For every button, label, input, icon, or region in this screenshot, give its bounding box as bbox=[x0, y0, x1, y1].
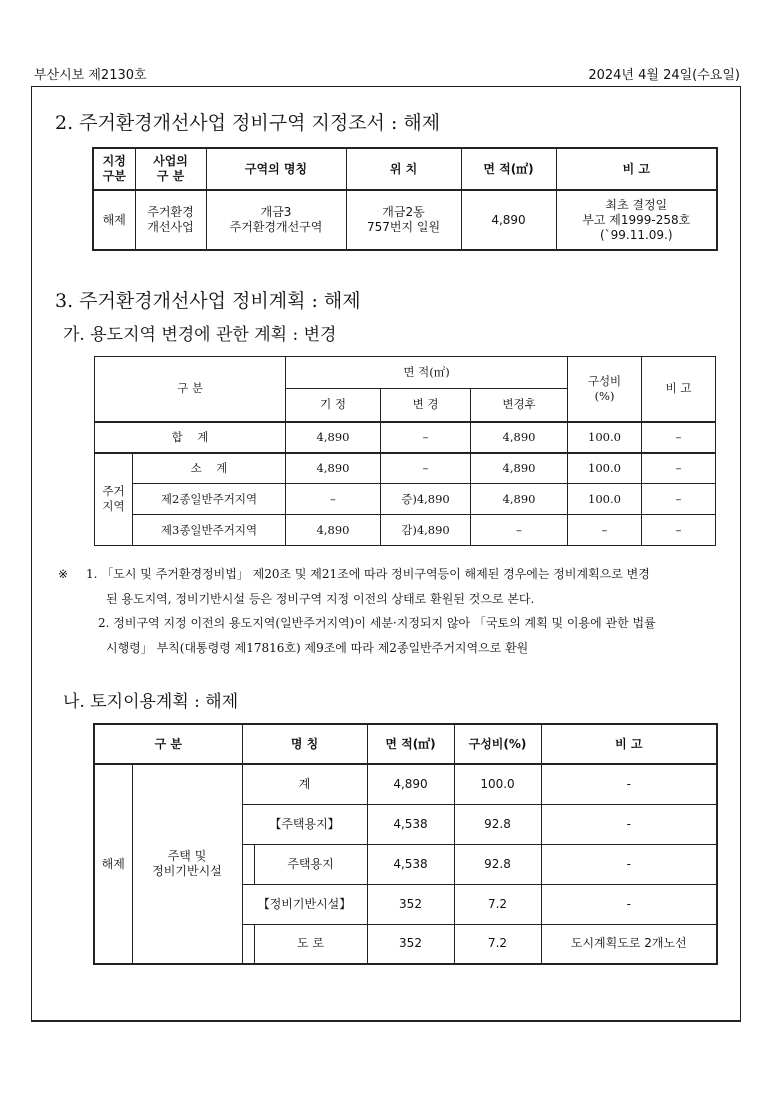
cell-remarks: – bbox=[642, 484, 716, 515]
section2-title: 2. 주거환경개선사업 정비구역 지정조서 : 해제 bbox=[55, 112, 441, 134]
header-name: 명 칭 bbox=[242, 724, 367, 764]
row-name: 도 로 bbox=[254, 924, 367, 964]
cell-change: 감)4,890 bbox=[381, 515, 471, 546]
header-existing: 기 정 bbox=[286, 389, 381, 422]
header-location: 위 치 bbox=[346, 148, 461, 190]
header-ratio: 구성비(%) bbox=[454, 724, 541, 764]
cell-ratio: 92.8 bbox=[454, 804, 541, 844]
row-label: 소 계 bbox=[133, 453, 286, 484]
row-name: 주택용지 bbox=[254, 844, 367, 884]
header-remarks: 비 고 bbox=[556, 148, 717, 190]
total-remarks: – bbox=[642, 422, 716, 453]
cell-remarks: – bbox=[642, 515, 716, 546]
cell-ratio: 92.8 bbox=[454, 844, 541, 884]
cell-ratio: – bbox=[568, 515, 642, 546]
cell-remarks: 최초 결정일 부고 제1999-258호 (`99.11.09.) bbox=[556, 190, 717, 250]
cell-after: 4,890 bbox=[471, 453, 568, 484]
header-change: 변 경 bbox=[381, 389, 471, 422]
category-label: 주택 및 정비기반시설 bbox=[132, 764, 242, 964]
cell-after: 4,890 bbox=[471, 484, 568, 515]
header-project-type bbox=[135, 148, 206, 190]
land-use-table bbox=[93, 723, 718, 965]
row-label: 제2종일반주거지역 bbox=[133, 484, 286, 515]
cell-area: 352 bbox=[367, 924, 454, 964]
cell-zone-name: 개금3 주거환경개선구역 bbox=[206, 190, 346, 250]
header-area: 면 적(㎡) bbox=[286, 357, 568, 389]
row-name: 【정비기반시설】 bbox=[242, 884, 367, 924]
designation-table bbox=[92, 147, 718, 251]
note-1-line-2: 된 용도지역, 정비기반시설 등은 정비구역 지정 이전의 상태로 환원된 것으로 본다. bbox=[106, 591, 535, 606]
notes-block bbox=[58, 562, 726, 660]
cell-remarks: - bbox=[541, 764, 717, 804]
header-text: 지정 구분 bbox=[102, 154, 126, 183]
indent-spacer bbox=[242, 844, 254, 884]
cell-ratio: 7.2 bbox=[454, 884, 541, 924]
cell-designation: 해제 bbox=[93, 190, 135, 250]
residential-group-label: 주거 지역 bbox=[95, 453, 133, 546]
cell-remarks: - bbox=[541, 844, 717, 884]
row-name: 【주택용지】 bbox=[242, 804, 367, 844]
header-area: 면 적(㎡) bbox=[367, 724, 454, 764]
reference-mark: ※ bbox=[58, 567, 69, 581]
cell-area: 4,538 bbox=[367, 804, 454, 844]
cell-after: – bbox=[471, 515, 568, 546]
cell-ratio: 100.0 bbox=[454, 764, 541, 804]
cell-area: 4,890 bbox=[461, 190, 556, 250]
header-gubun: 구 분 bbox=[95, 357, 286, 422]
header-after: 변경후 bbox=[471, 389, 568, 422]
header-gubun: 구 분 bbox=[94, 724, 242, 764]
header-ratio: 구성비 (%) bbox=[568, 357, 642, 422]
cell-ratio: 100.0 bbox=[568, 453, 642, 484]
cell-area: 352 bbox=[367, 884, 454, 924]
cell-area: 4,538 bbox=[367, 844, 454, 884]
cancel-label: 해제 bbox=[94, 764, 132, 964]
note-2-line-1: 2. 정비구역 지정 이전의 용도지역(일반주거지역)이 세분·지정되지 않아 「국토의 계획 및 이용에 관한 법률 bbox=[98, 616, 656, 630]
total-existing: 4,890 bbox=[286, 422, 381, 453]
subsection-ga-title: 가. 용도지역 변경에 관한 계획 : 변경 bbox=[63, 325, 337, 345]
cell-change: 증)4,890 bbox=[381, 484, 471, 515]
zoning-change-table bbox=[94, 356, 716, 546]
note-2-line-2: 시행령」 부칙(대통령령 제17816호) 제9조에 따라 제2종일반주거지역으로 환원 bbox=[106, 640, 529, 655]
total-label: 합 계 bbox=[95, 422, 286, 453]
header-remarks: 비 고 bbox=[541, 724, 717, 764]
cell-existing: – bbox=[286, 484, 381, 515]
header-area: 면 적(㎡) bbox=[461, 148, 556, 190]
cell-area: 4,890 bbox=[367, 764, 454, 804]
publish-date: 2024년 4월 24일(수요일) bbox=[588, 68, 740, 83]
total-after: 4,890 bbox=[471, 422, 568, 453]
header-text: 사업의 구 분 bbox=[153, 154, 188, 183]
section3-title: 3. 주거환경개선사업 정비계획 : 해제 bbox=[55, 290, 361, 312]
header-remarks: 비 고 bbox=[642, 357, 716, 422]
row-name: 계 bbox=[242, 764, 367, 804]
note-text: 1. 「도시 및 주거환경정비법」 제20조 및 제21조에 따라 정비구역등이 해제된 경우에는 정비계획으로 변경 bbox=[86, 567, 650, 581]
bulletin-issue: 부산시보 제2130호 bbox=[34, 68, 147, 83]
cell-remarks: 도시계획도로 2개노선 bbox=[541, 924, 717, 964]
cell-existing: 4,890 bbox=[286, 515, 381, 546]
cell-remarks: – bbox=[642, 453, 716, 484]
total-ratio: 100.0 bbox=[568, 422, 642, 453]
cell-existing: 4,890 bbox=[286, 453, 381, 484]
cell-ratio: 100.0 bbox=[568, 484, 642, 515]
cell-location: 개금2동 757번지 일원 bbox=[346, 190, 461, 250]
note-1-line-1 bbox=[58, 562, 726, 587]
row-label: 제3종일반주거지역 bbox=[133, 515, 286, 546]
total-change: – bbox=[381, 422, 471, 453]
cell-change: – bbox=[381, 453, 471, 484]
indent-spacer bbox=[242, 924, 254, 964]
subsection-na-title: 나. 토지이용계획 : 해제 bbox=[63, 692, 239, 712]
cell-ratio: 7.2 bbox=[454, 924, 541, 964]
header-zone-name: 구역의 명칭 bbox=[206, 148, 346, 190]
cell-remarks: - bbox=[541, 884, 717, 924]
cell-remarks: - bbox=[541, 804, 717, 844]
cell-project-type: 주거환경 개선사업 bbox=[135, 190, 206, 250]
header-designation bbox=[93, 148, 135, 190]
